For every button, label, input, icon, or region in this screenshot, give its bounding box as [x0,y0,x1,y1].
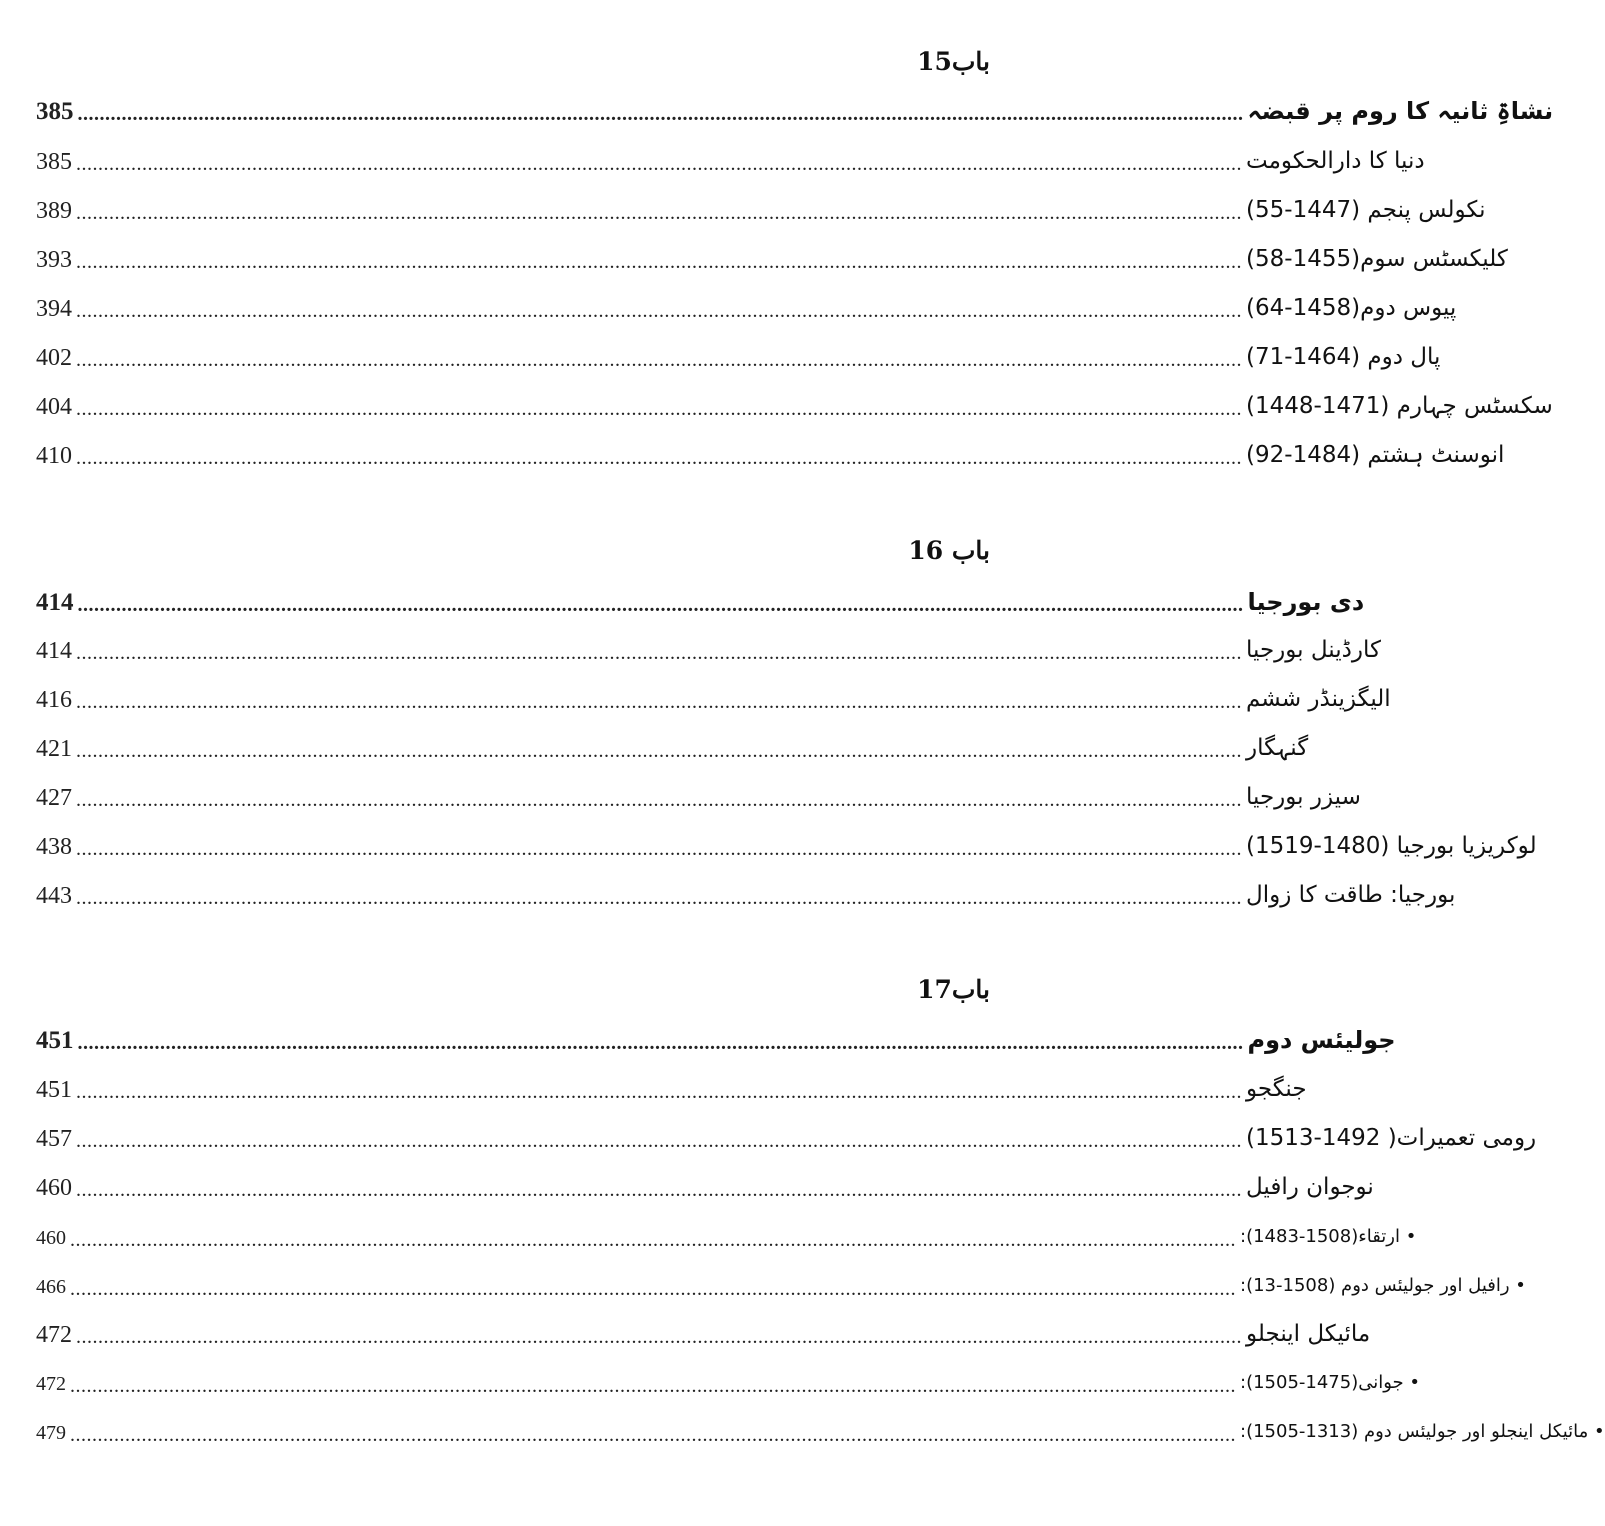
toc-sub-entry[interactable] [36,236,1508,276]
toc-bullet-entry[interactable] [36,1214,1417,1254]
dot-leader: .................................................................................................................................................................................................................... [76,1130,1242,1152]
page-number: 414 [36,638,72,664]
page-number: 466 [36,1276,66,1298]
toc-main-entry[interactable] [36,1017,1396,1057]
page-number: 385 [36,149,72,175]
toc-sub-entry[interactable] [36,676,1391,716]
entry-title: • ارتقاء(1508-1483): [1240,1226,1417,1247]
dot-leader: .................................................................................................................................................................................................................... [76,447,1242,469]
entry-title: گنہگار [1246,735,1309,761]
chapter-label: باب17 [917,975,990,1004]
dot-leader: .................................................................................................................................................................................................................... [76,740,1242,762]
dot-leader: .................................................................................................................................................................................................................... [76,789,1242,811]
toc-bullet-entry[interactable] [36,1263,1526,1303]
entry-title: رومی تعمیرات( 1492-1513) [1246,1125,1537,1151]
dot-leader: .................................................................................................................................................................................................................... [76,349,1242,371]
dot-leader: .................................................................................................................................................................................................................... [70,1424,1236,1446]
dot-leader: .................................................................................................................................................................................................................... [76,887,1242,909]
toc-sub-entry[interactable] [36,187,1486,227]
dot-leader: .................................................................................................................................................................................................................... [76,838,1242,860]
page-number: 414 [36,589,74,616]
dot-leader: .................................................................................................................................................................................................................... [70,1278,1236,1300]
dot-leader: .................................................................................................................................................................................................................... [76,300,1242,322]
page-number: 460 [36,1227,66,1249]
dot-leader: .................................................................................................................................................................................................................... [76,691,1242,713]
chapter-label: باب 16 [908,536,990,565]
toc-bullet-entry[interactable] [36,1409,1605,1449]
page-number: 472 [36,1373,66,1395]
entry-title: پیوس دوم(1458-64) [1246,295,1457,321]
entry-title: نکولس پنجم (1447-55) [1246,197,1486,223]
toc-sub-entry[interactable] [36,823,1537,863]
page-number: 443 [36,883,72,909]
dot-leader: .................................................................................................................................................................................................................... [70,1375,1236,1397]
dot-leader: .................................................................................................................................................................................................................... [77,103,1244,125]
page-number: 460 [36,1175,72,1201]
dot-leader: .................................................................................................................................................................................................................... [76,1179,1242,1201]
toc-sub-entry[interactable] [36,627,1381,667]
dot-leader: .................................................................................................................................................................................................................... [77,1032,1244,1054]
dot-leader: .................................................................................................................................................................................................................... [76,398,1242,420]
entry-title: الیگزینڈر ششم [1246,686,1391,712]
toc-sub-entry[interactable] [36,1115,1537,1155]
dot-leader: .................................................................................................................................................................................................................... [76,642,1242,664]
toc-sub-entry[interactable] [36,334,1441,374]
dot-leader: .................................................................................................................................................................................................................... [76,251,1242,273]
entry-title: جنگجو [1246,1076,1307,1102]
entry-title: انوسنٹ ہشتم (1484-92) [1246,442,1505,468]
entry-title: نوجوان رافیل [1246,1174,1374,1200]
toc-sub-entry[interactable] [36,725,1309,765]
page-number: 479 [36,1422,66,1444]
entry-title: جولیئس دوم [1247,1026,1396,1054]
entry-title: کارڈینل بورجیا [1246,637,1381,663]
entry-title: پال دوم (1464-71) [1246,344,1441,370]
toc-sub-entry[interactable] [36,432,1505,472]
entry-title: • جوانی(1475-1505): [1240,1372,1421,1393]
dot-leader: .................................................................................................................................................................................................................... [77,594,1244,616]
page-number: 410 [36,443,72,469]
entry-title: مائیکل اینجلو [1246,1321,1371,1347]
toc-sub-entry[interactable] [36,285,1457,325]
page-number: 438 [36,834,72,860]
entry-title: بورجیا: طاقت کا زوال [1246,882,1456,908]
toc-main-entry[interactable] [36,88,1554,128]
toc-sub-entry[interactable] [36,138,1425,178]
entry-title: دنیا کا دارالحکومت [1246,148,1425,174]
entry-title: سکسٹس چہارم (1471-1448) [1246,393,1553,419]
page-number: 457 [36,1126,72,1152]
page-number: 394 [36,296,72,322]
toc-sub-entry[interactable] [36,872,1456,912]
entry-title: • مائیکل اینجلو اور جولیئس دوم (1313-1505): [1240,1421,1605,1442]
toc-sub-entry[interactable] [36,1311,1371,1351]
page-number: 472 [36,1322,72,1348]
dot-leader: .................................................................................................................................................................................................................... [76,1326,1242,1348]
toc-bullet-entry[interactable] [36,1360,1421,1400]
toc-sub-entry[interactable] [36,774,1361,814]
page-number: 404 [36,394,72,420]
page-number: 402 [36,345,72,371]
entry-title: • رافیل اور جولیئس دوم (1508-13): [1240,1275,1526,1296]
dot-leader: .................................................................................................................................................................................................................... [76,153,1242,175]
page-number: 416 [36,687,72,713]
page-number: 393 [36,247,72,273]
entry-title: نشاۃِ ثانیہ کا روم پر قبضہ [1247,97,1554,125]
entry-title: لوکریزیا بورجیا (1480-1519) [1246,833,1537,859]
toc-sub-entry[interactable] [36,383,1553,423]
dot-leader: .................................................................................................................................................................................................................... [76,1081,1242,1103]
dot-leader: .................................................................................................................................................................................................................... [76,202,1242,224]
page-number: 451 [36,1027,74,1054]
chapter-label: باب15 [917,47,990,76]
toc-sub-entry[interactable] [36,1164,1374,1204]
toc-sub-entry[interactable] [36,1066,1307,1106]
dot-leader: .................................................................................................................................................................................................................... [70,1229,1236,1251]
entry-title: دی بورجیا [1247,588,1365,616]
page-number: 421 [36,736,72,762]
entry-title: سیزر بورجیا [1246,784,1361,810]
page-number: 389 [36,198,72,224]
page-number: 427 [36,785,72,811]
page-number: 385 [36,98,74,125]
toc-main-entry[interactable] [36,579,1365,619]
page-number: 451 [36,1077,72,1103]
entry-title: کلیکسٹس سوم(1455-58) [1246,246,1508,272]
